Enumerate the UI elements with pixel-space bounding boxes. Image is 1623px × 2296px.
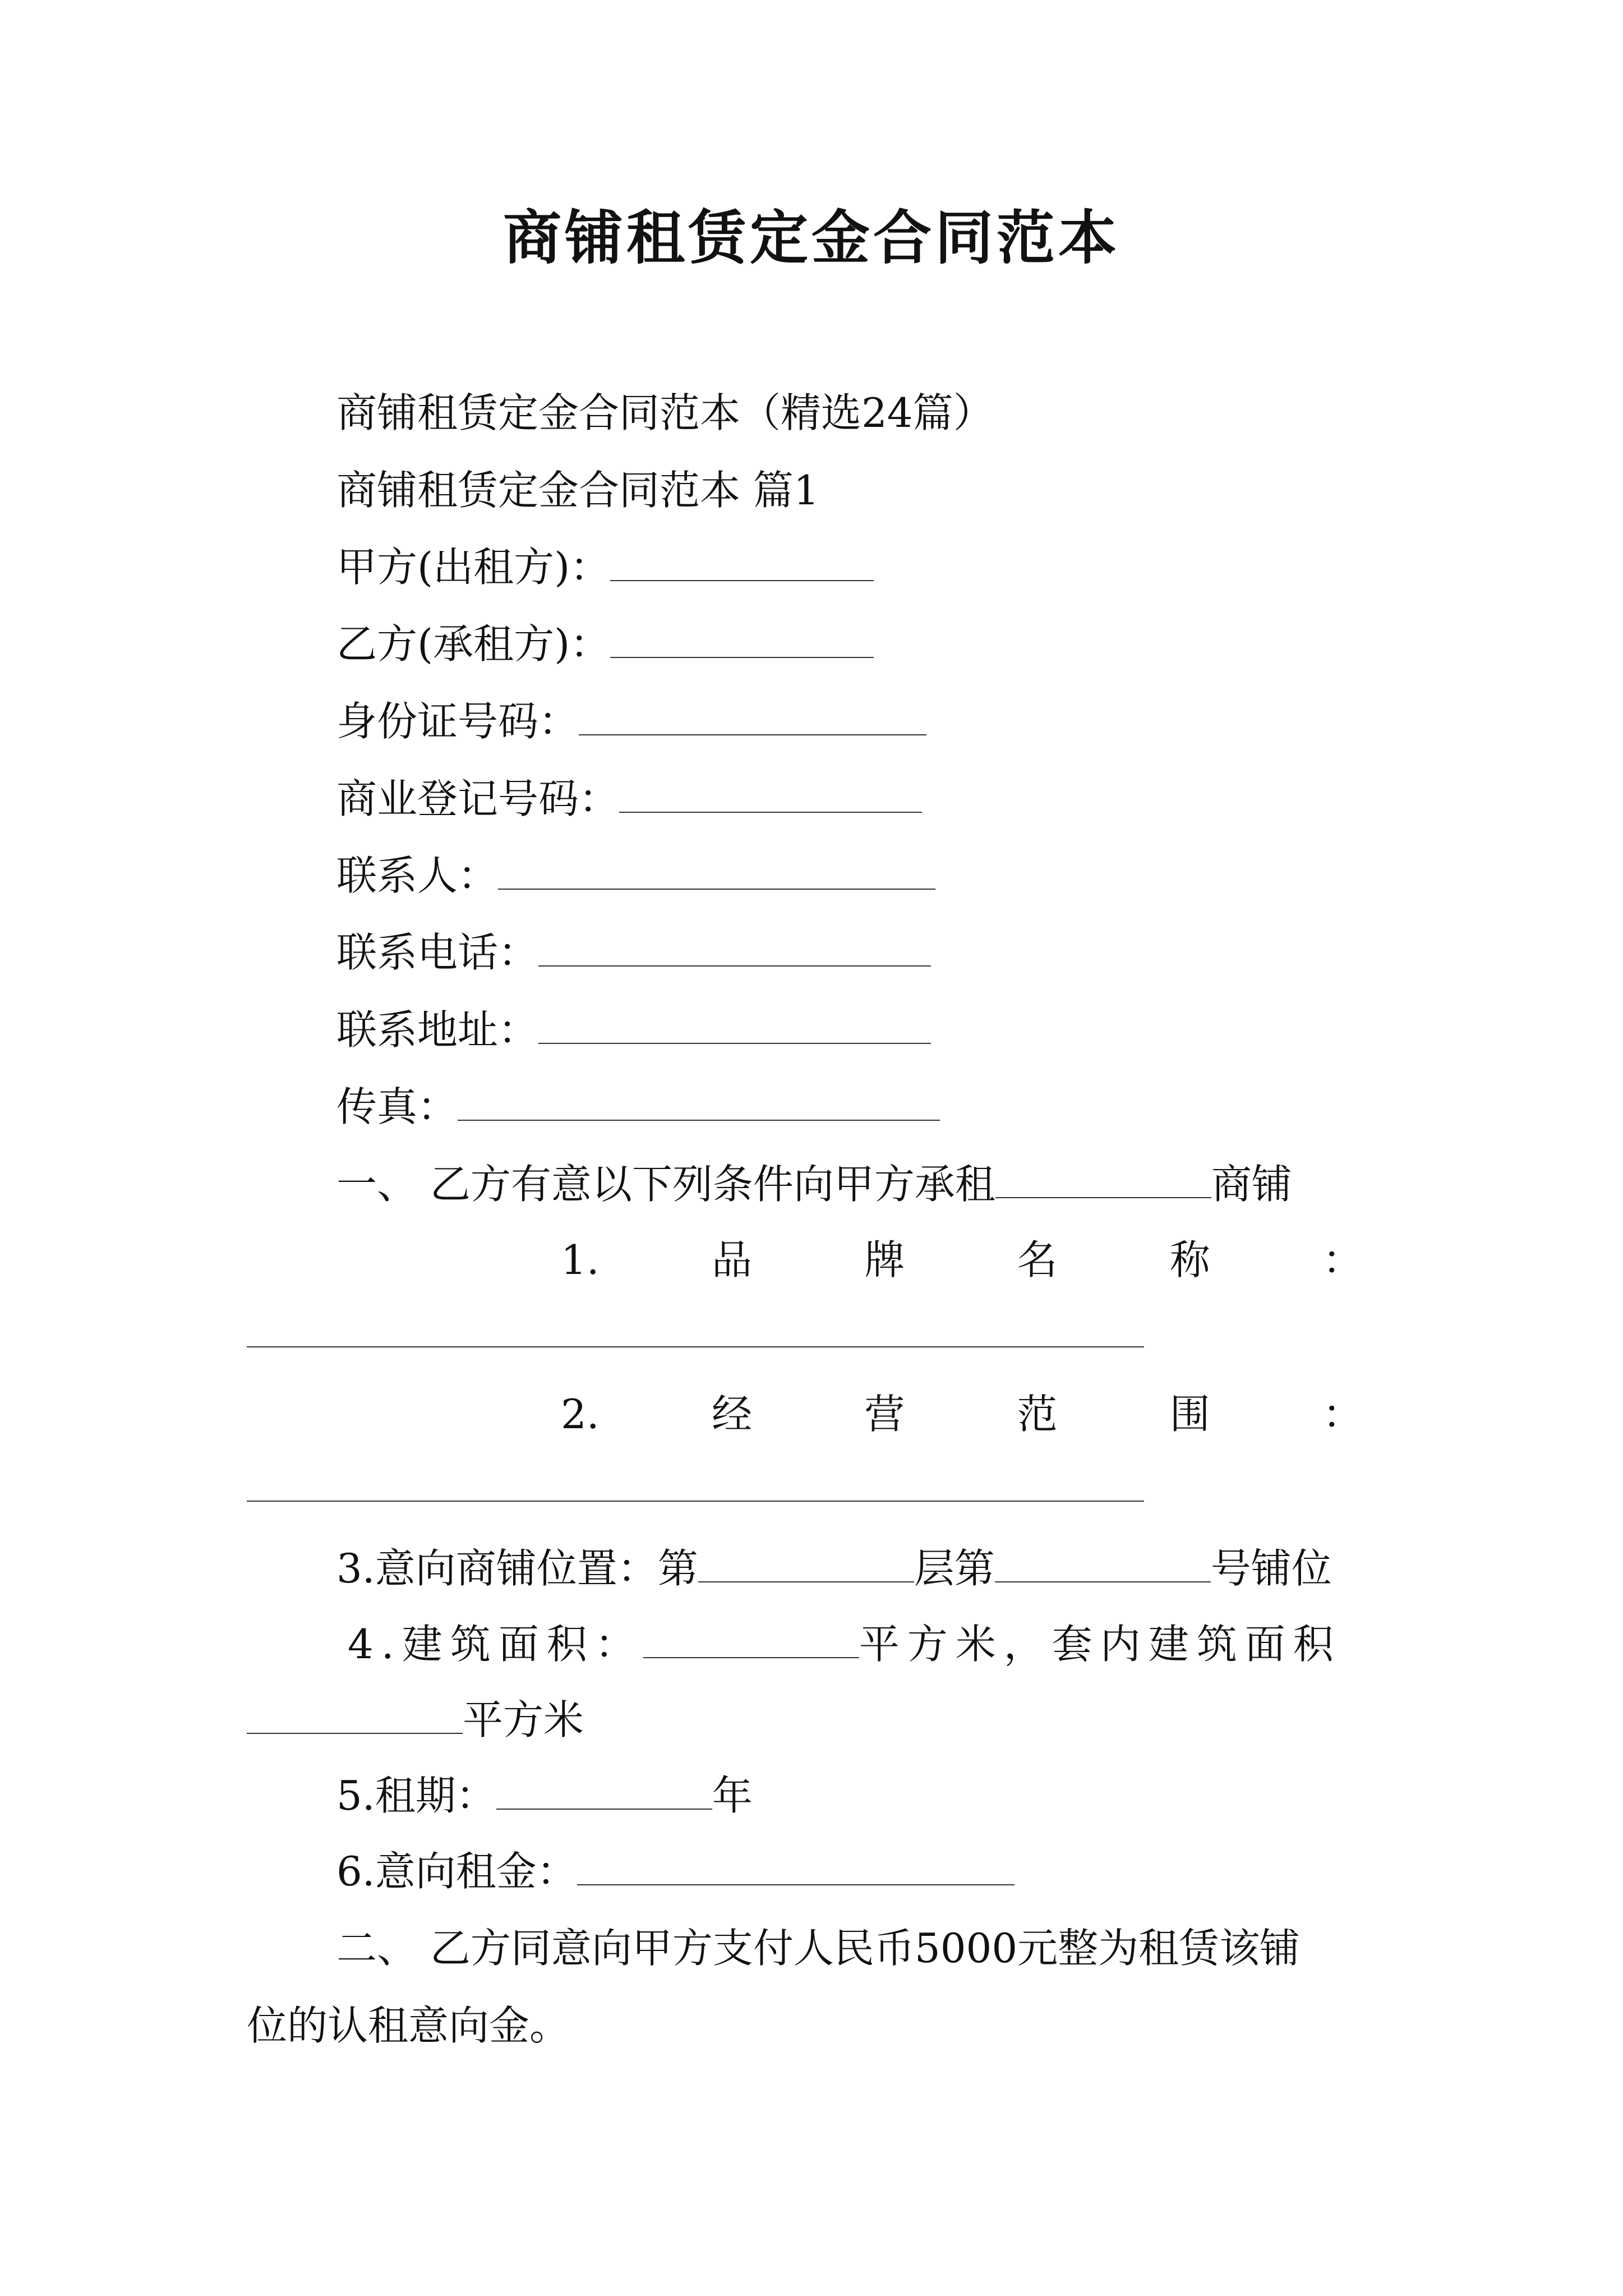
location-floor-label: 层第 bbox=[914, 1545, 995, 1592]
building-area-blank[interactable] bbox=[643, 1626, 859, 1658]
location-unit-label: 号铺位 bbox=[1210, 1545, 1332, 1592]
clause-1-prefix: 一、 乙方有意以下列条件向甲方承租 bbox=[336, 1161, 995, 1208]
fax-blank[interactable] bbox=[458, 1088, 940, 1121]
party-a-blank[interactable] bbox=[610, 549, 874, 581]
brand-name-char: 名 bbox=[1017, 1236, 1058, 1283]
lease-term-label: 5.租期： bbox=[336, 1772, 496, 1819]
shop-blank[interactable] bbox=[995, 1166, 1211, 1198]
business-scope-char: 2. bbox=[561, 1391, 600, 1438]
brand-name-char: ： bbox=[1322, 1236, 1363, 1283]
id-number-label: 身份证号码： bbox=[336, 698, 579, 745]
party-a-label: 甲方(出租方)： bbox=[336, 544, 611, 591]
clause-1-suffix: 商铺 bbox=[1211, 1161, 1292, 1208]
contact-phone-row bbox=[336, 929, 931, 976]
id-number-blank[interactable] bbox=[579, 703, 926, 735]
business-reg-blank[interactable] bbox=[619, 780, 922, 813]
shop-location-row bbox=[336, 1545, 1332, 1592]
party-b-blank[interactable] bbox=[610, 625, 874, 658]
contact-address-label: 联系地址： bbox=[336, 1006, 539, 1053]
contact-person-row bbox=[336, 852, 935, 899]
inner-area-label: 平方米，套内建筑面积 bbox=[859, 1621, 1341, 1668]
brand-name-char: 称 bbox=[1169, 1236, 1210, 1283]
building-area-row bbox=[348, 1621, 1341, 1668]
floor-blank[interactable] bbox=[698, 1550, 914, 1582]
clause-2-line-2: 位的认租意向金。 bbox=[247, 2002, 570, 2049]
lease-term-unit: 年 bbox=[712, 1772, 753, 1819]
inner-area-row bbox=[247, 1696, 584, 1743]
party-a-row bbox=[336, 544, 874, 591]
brand-name-row bbox=[561, 1236, 1363, 1283]
brand-name-char: 牌 bbox=[864, 1236, 905, 1283]
intended-rent-row bbox=[336, 1848, 1015, 1895]
article-heading: 商铺租赁定金合同范本 篇1 bbox=[336, 467, 819, 514]
lease-term-row bbox=[336, 1772, 753, 1819]
clause-1-intro bbox=[336, 1161, 1292, 1208]
brand-name-char: 品 bbox=[711, 1236, 752, 1283]
document-subtitle: 商铺租赁定金合同范本（精选24篇） bbox=[336, 389, 994, 436]
unit-blank[interactable] bbox=[995, 1550, 1211, 1582]
contact-address-row bbox=[336, 1006, 931, 1053]
contact-phone-blank[interactable] bbox=[538, 934, 931, 967]
contact-person-label: 联系人： bbox=[336, 852, 499, 899]
brand-name-char: 1. bbox=[561, 1236, 600, 1283]
lease-term-blank[interactable] bbox=[496, 1777, 712, 1810]
business-scope-char: 范 bbox=[1017, 1391, 1058, 1438]
location-label: 3.意向商铺位置：第 bbox=[336, 1545, 698, 1592]
business-reg-row bbox=[336, 775, 922, 822]
page-title: 商铺租赁定金合同范本 bbox=[502, 203, 1120, 272]
building-area-label: 4.建筑面积： bbox=[348, 1621, 643, 1668]
business-scope-char: 营 bbox=[864, 1391, 905, 1438]
business-scope-char: ： bbox=[1322, 1391, 1363, 1438]
intended-rent-blank[interactable] bbox=[577, 1853, 1015, 1885]
contact-address-blank[interactable] bbox=[538, 1011, 931, 1044]
clause-2-line-1: 二、 乙方同意向甲方支付人民币5000元整为租赁该铺 bbox=[336, 1925, 1301, 1972]
business-scope-blank[interactable] bbox=[247, 1501, 1144, 1502]
contact-person-blank[interactable] bbox=[498, 857, 935, 890]
contact-phone-label: 联系电话： bbox=[336, 929, 539, 976]
id-number-row bbox=[336, 698, 926, 745]
party-b-label: 乙方(承租方)： bbox=[336, 620, 611, 668]
inner-area-unit: 平方米 bbox=[463, 1696, 584, 1743]
intended-rent-label: 6.意向租金： bbox=[336, 1848, 577, 1895]
party-b-row bbox=[336, 620, 874, 668]
brand-name-blank[interactable] bbox=[247, 1346, 1144, 1347]
business-scope-char: 围 bbox=[1169, 1391, 1210, 1438]
inner-area-blank[interactable] bbox=[247, 1701, 463, 1734]
business-scope-char: 经 bbox=[711, 1391, 752, 1438]
fax-row bbox=[336, 1083, 940, 1130]
fax-label: 传真： bbox=[336, 1083, 458, 1130]
business-scope-row bbox=[561, 1391, 1363, 1438]
business-reg-label: 商业登记号码： bbox=[336, 775, 620, 822]
